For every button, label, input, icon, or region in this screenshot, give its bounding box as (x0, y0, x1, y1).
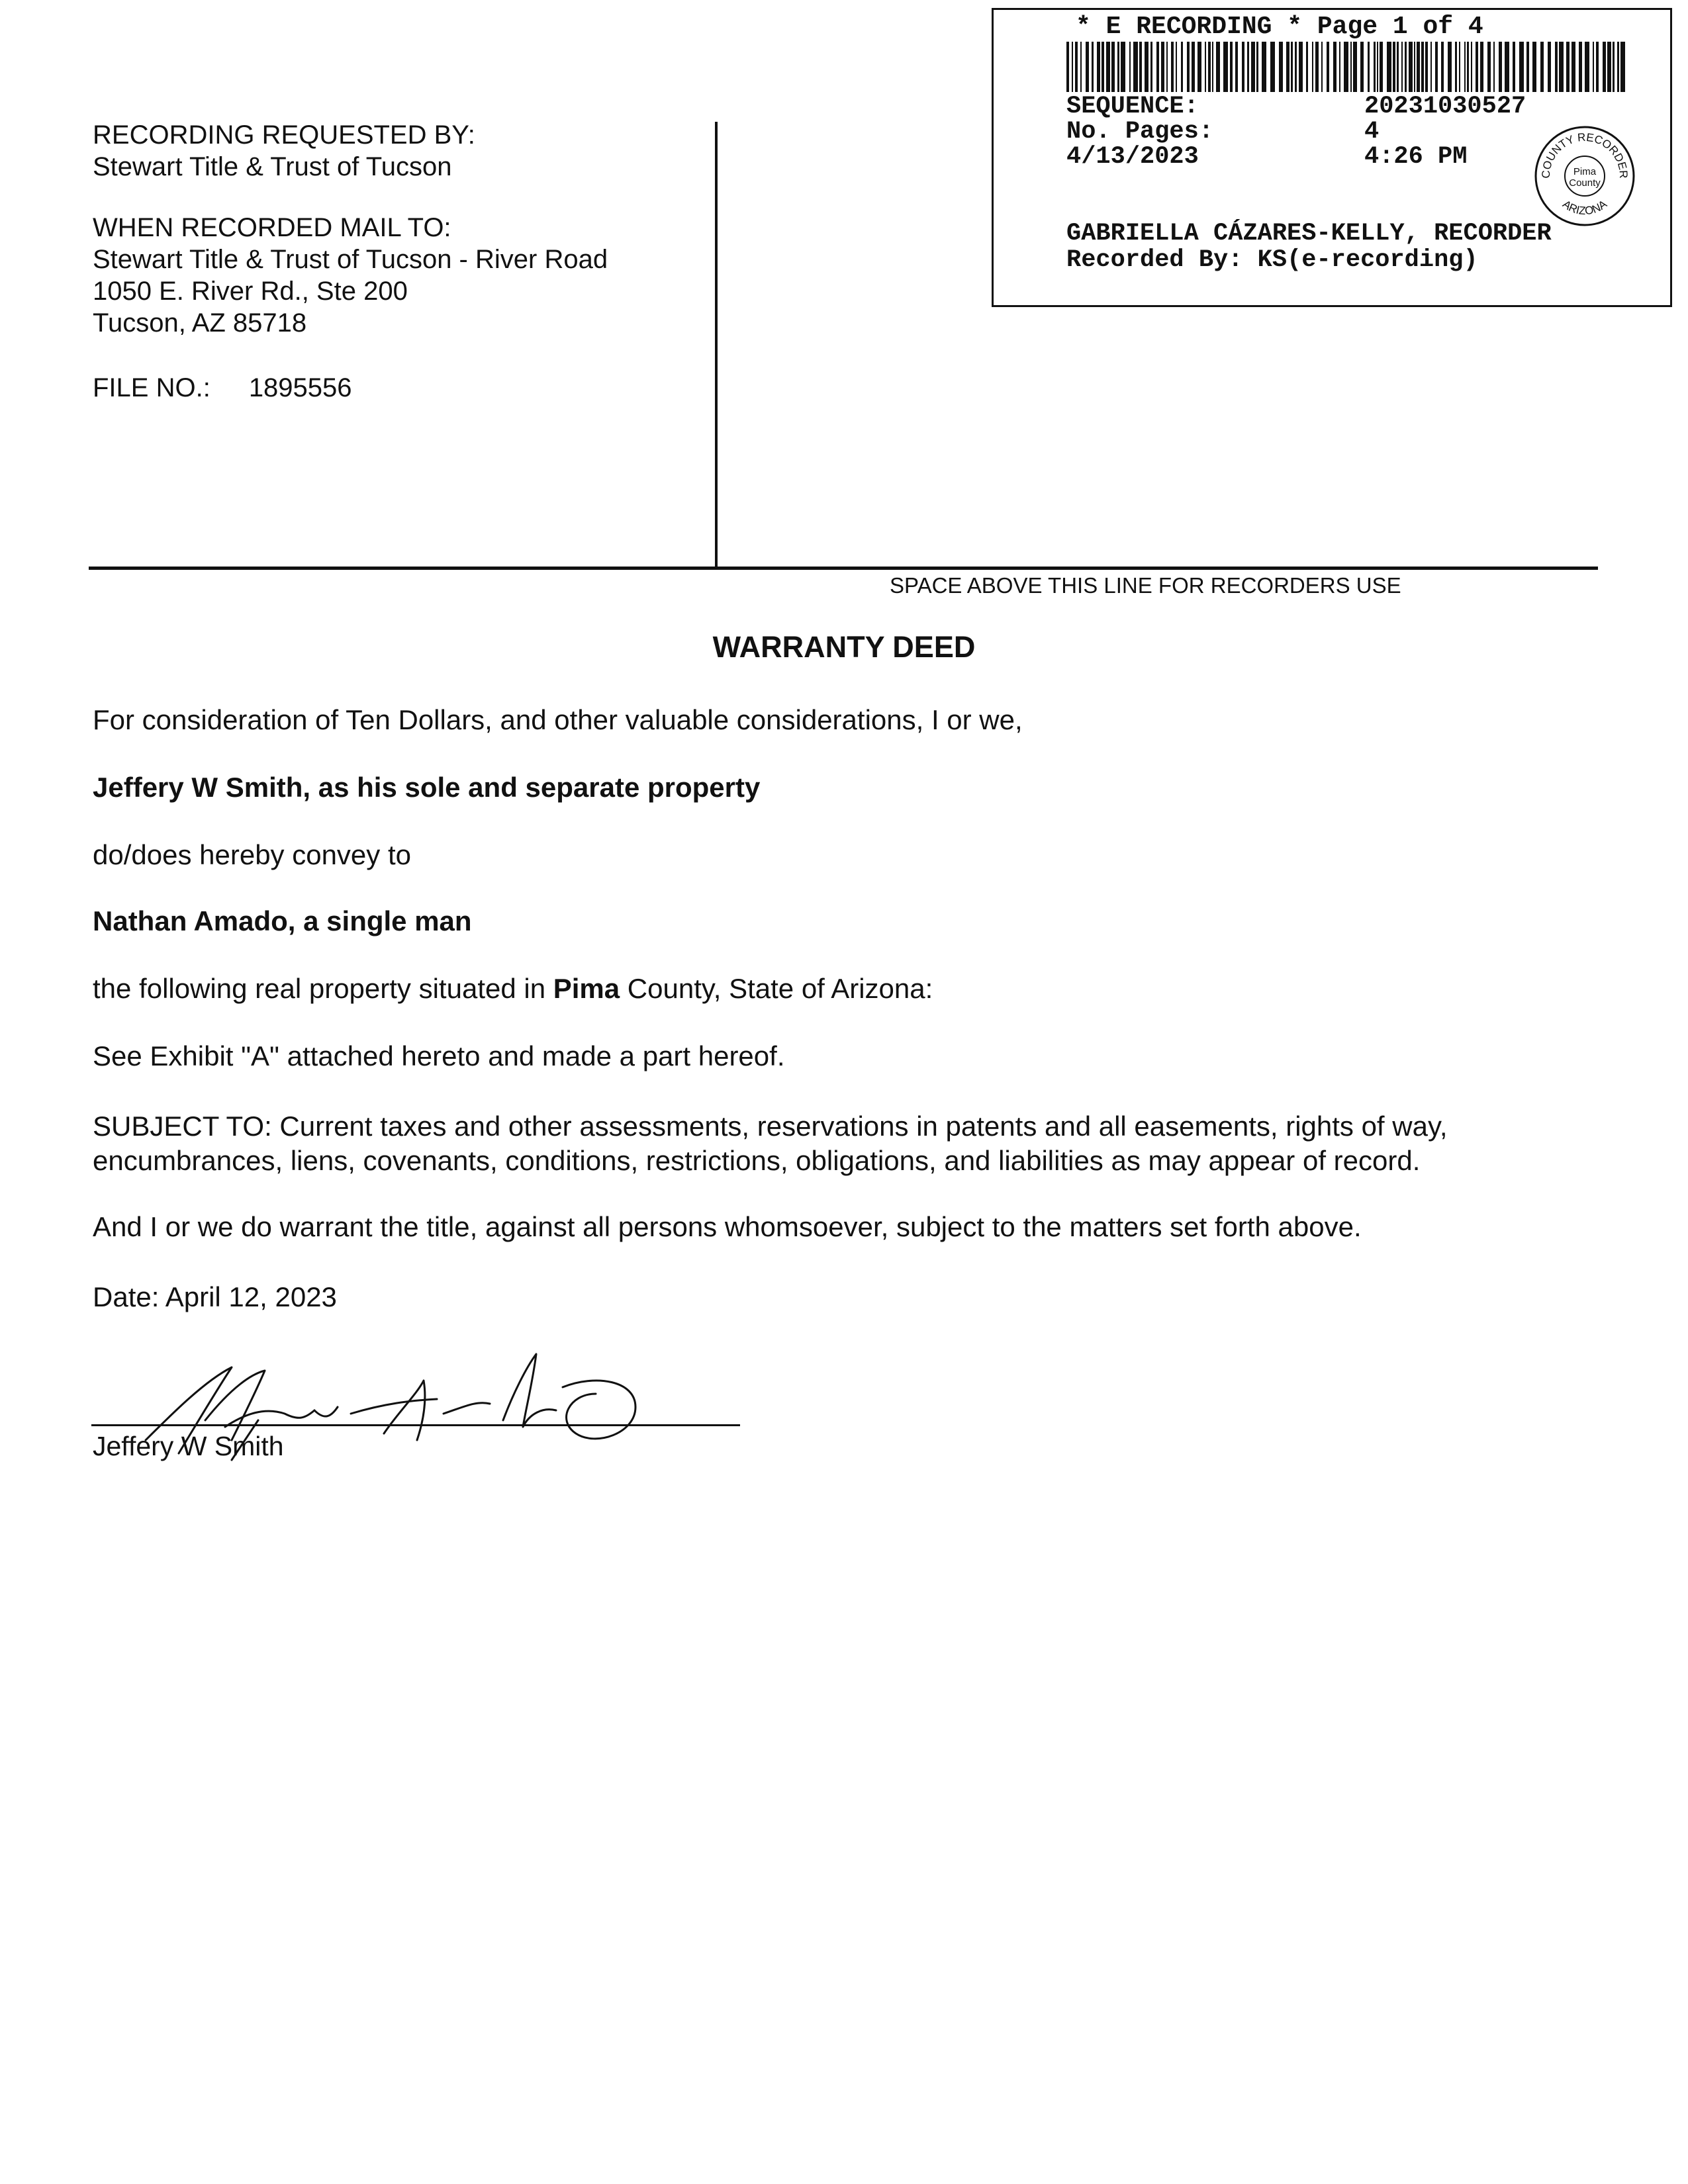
mail-to-label: WHEN RECORDED MAIL TO: (93, 213, 451, 242)
svg-text:County: County (1569, 177, 1601, 189)
svg-text:COUNTY RECORDER: COUNTY RECORDER (1539, 130, 1630, 179)
mail-to-address-line1: 1050 E. River Rd., Ste 200 (93, 277, 408, 306)
recorded-by: Recorded By: KS(e-recording) (1066, 246, 1478, 274)
file-number-label: FILE NO.: (93, 373, 211, 402)
grantee-name: Nathan Amado, a single man (93, 905, 472, 936)
recording-stamp (992, 8, 1672, 307)
stamp-header: * E RECORDING * Page 1 of 4 (1076, 13, 1483, 41)
subject-to-clause (93, 1109, 1615, 1178)
sequence-label: SEQUENCE: (1066, 93, 1199, 120)
county-seal-icon (1531, 122, 1638, 230)
warranty-clause: And I or we do warrant the title, against all persons whomsoever, subject to the matters set forth above. (93, 1211, 1362, 1242)
mail-to-name: Stewart Title & Trust of Tucson - River Road (93, 245, 608, 274)
signer-name: Jeffery W Smith (93, 1431, 284, 1461)
property-location (93, 972, 933, 1006)
subject-to-line-1: SUBJECT TO: Current taxes and other assessments, reservations in patents and all easements, rights of way, (93, 1111, 1448, 1142)
consideration-text: For consideration of Ten Dollars, and other valuable considerations, I or we, (93, 704, 1023, 735)
sequence-value: 20231030527 (1364, 93, 1526, 120)
recording-requested-by: Stewart Title & Trust of Tucson (93, 152, 452, 181)
recording-date: 4/13/2023 (1066, 143, 1199, 171)
mail-to-address-line2: Tucson, AZ 85718 (93, 308, 307, 338)
svg-text:ARIZONA: ARIZONA (1560, 197, 1610, 218)
document-title: WARRANTY DEED (712, 630, 976, 664)
signing-date: Date: April 12, 2023 (93, 1281, 337, 1312)
recording-time: 4:26 PM (1364, 143, 1468, 171)
grantor-name: Jeffery W Smith, as his sole and separate property (93, 772, 761, 803)
file-number (93, 372, 352, 404)
recorder-area-divider (715, 122, 718, 568)
county-name: Pima (553, 973, 620, 1004)
exhibit-reference: See Exhibit "A" attached hereto and made a part hereof. (93, 1040, 785, 1071)
subject-to-line-2: encumbrances, liens, covenants, conditions, restrictions, obligations, and liabilities as may appear of record. (93, 1145, 1421, 1176)
convey-text: do/does hereby convey to (93, 839, 411, 870)
recorder-name: GABRIELLA CÁZARES-KELLY, RECORDER (1066, 220, 1552, 248)
recording-requested-label: RECORDING REQUESTED BY: (93, 120, 475, 150)
pages-label: No. Pages: (1066, 118, 1214, 146)
space-above-note: SPACE ABOVE THIS LINE FOR RECORDERS USE (890, 573, 1401, 598)
property-suffix: County, State of Arizona: (620, 973, 933, 1004)
file-number-value: 1895556 (248, 373, 352, 402)
recorder-area-rule (89, 567, 1598, 570)
barcode-icon (1066, 42, 1628, 92)
recording-info (93, 119, 608, 339)
svg-text:Pima: Pima (1573, 166, 1597, 177)
pages-value: 4 (1364, 118, 1380, 146)
property-prefix: the following real property situated in (93, 973, 553, 1004)
